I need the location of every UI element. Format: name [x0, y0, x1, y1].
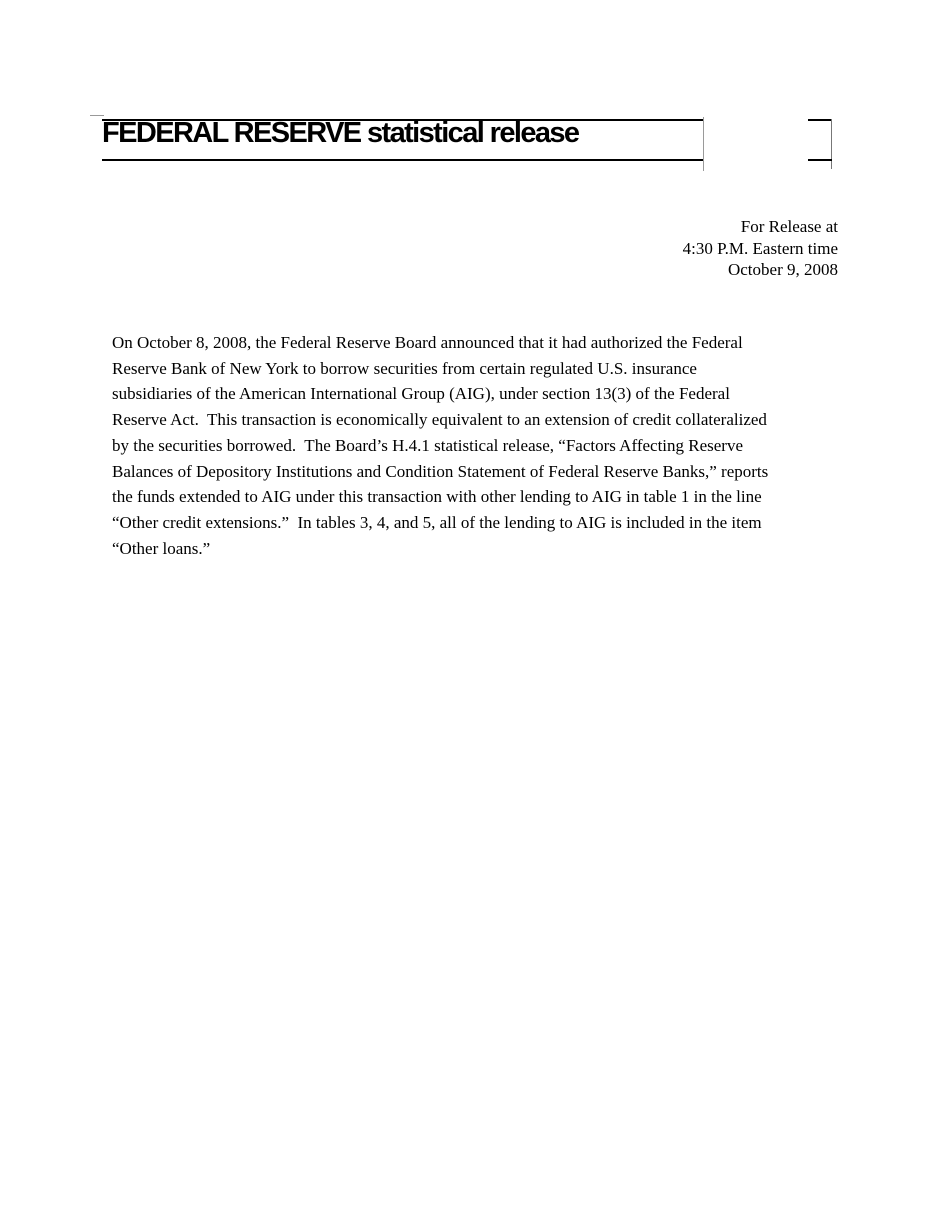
masthead-bracket-bottom [808, 159, 832, 161]
paragraph-line: “Other loans.” [112, 538, 211, 558]
paragraph-line: “Other credit extensions.” In tables 3, 4, and 5, all of the lending to AIG is included in the item [112, 512, 762, 532]
announcement-paragraph [112, 330, 842, 561]
release-time: 4:30 P.M. Eastern time [682, 238, 838, 258]
paragraph-line: On October 8, 2008, the Federal Reserve Board announced that it had authorized the Federal [112, 333, 743, 352]
masthead-rule-bottom [102, 159, 704, 161]
masthead [0, 0, 950, 180]
release-label: For Release at [740, 217, 838, 236]
paragraph-line: the funds extended to AIG under this transaction with other lending to AIG in table 1 in the line [112, 487, 762, 507]
masthead-divider [703, 117, 704, 171]
paragraph-line: subsidiaries of the American International Group (AIG), under section 13(3) of the Federal [112, 384, 730, 404]
paragraph-line: Reserve Act. This transaction is economically equivalent to an extension of credit collateralized [112, 410, 767, 430]
paragraph-line: Reserve Bank of New York to borrow securities from certain regulated U.S. insurance [112, 358, 697, 378]
paragraph-line: by the securities borrowed. The Board’s H.4.1 statistical release, “Factors Affecting Reserve [112, 435, 744, 455]
release-info [683, 216, 838, 281]
page-title: FEDERAL RESERVE statistical release [102, 117, 579, 149]
masthead-bracket-top [808, 119, 832, 121]
release-date: October 9, 2008 [727, 260, 838, 279]
paragraph-line: Balances of Depository Institutions and Condition Statement of Federal Reserve Banks,” reports [112, 461, 769, 481]
masthead-bracket-side [831, 119, 832, 169]
